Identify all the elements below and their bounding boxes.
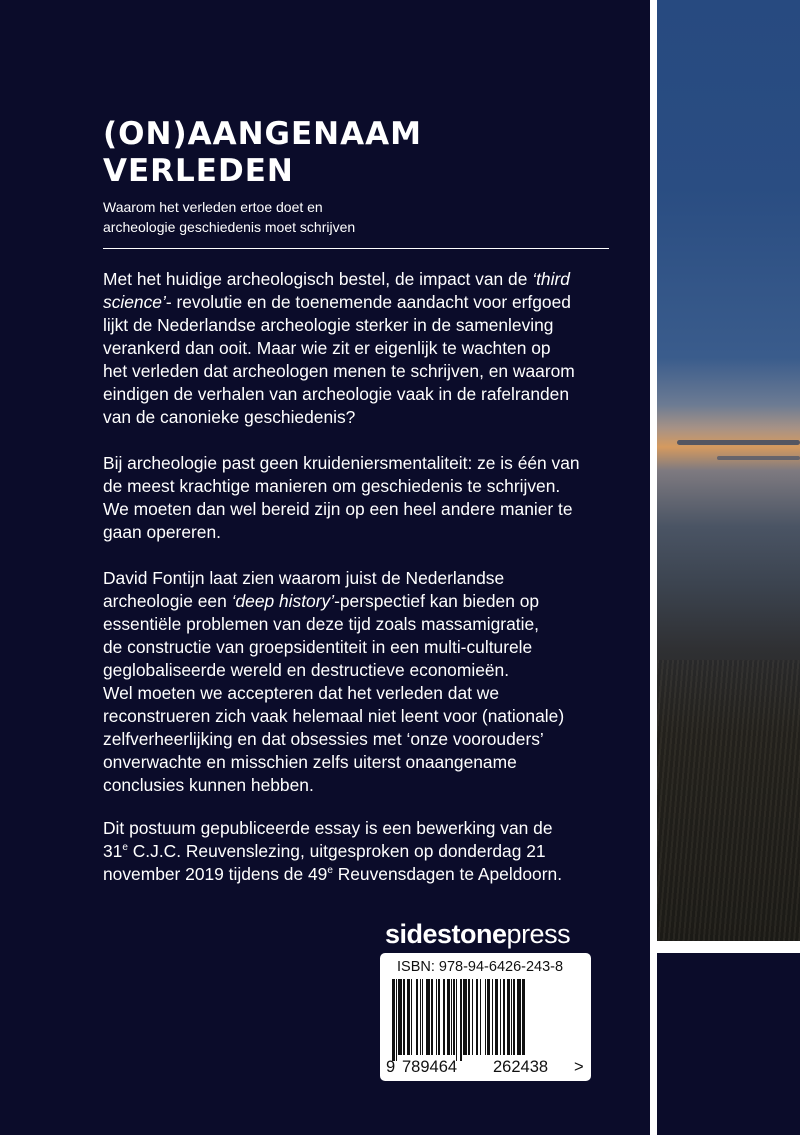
barcode-bar — [463, 979, 467, 1055]
book-subtitle — [103, 197, 523, 237]
barcode-bar — [451, 979, 452, 1055]
text-line: Bij archeologie past geen kruideniersmentaliteit: ze is één van — [103, 453, 580, 473]
text-line: Dit postuum gepubliceerde essay is een bewerking van de — [103, 818, 553, 838]
text-span: 31 — [103, 841, 123, 861]
barcode-bar — [500, 979, 501, 1055]
barcode-bar — [522, 979, 525, 1055]
barcode-digit-group: > — [574, 1058, 584, 1076]
blurb-paragraph-4 — [103, 817, 628, 886]
text-line: zelfverheerlijking en dat obsessies met ‘onze voorouders’ — [103, 729, 544, 749]
title-line: VERLEDEN — [103, 153, 294, 189]
emphasis-text: ‘third — [532, 269, 570, 289]
text-line: lijkt de Nederlandse archeologie sterker in de samenleving — [103, 315, 554, 335]
cloud-streak — [717, 456, 800, 460]
barcode-digit-group: 789464 — [402, 1058, 458, 1076]
text-line: de constructie van groepsidentiteit in een multi-culturele — [103, 637, 533, 657]
text-line: Wel moeten we accepteren dat het verleden dat we — [103, 683, 500, 703]
text-line: gaan opereren. — [103, 522, 221, 542]
publisher-name-bold: sidestone — [385, 919, 507, 949]
barcode-bar — [513, 979, 514, 1055]
barcode-bar — [507, 979, 510, 1055]
barcode-bar — [407, 979, 410, 1055]
text-span: archeologie een — [103, 591, 232, 611]
barcode-bar — [485, 979, 486, 1055]
barcode-bar — [416, 979, 419, 1055]
barcode-bar — [438, 979, 439, 1055]
barcode-bar — [476, 979, 479, 1055]
text-span: C.J.C. Reuvenslezing, uitgesproken op donderdag 21 — [127, 841, 546, 861]
text-span: Met het huidige archeologisch bestel, de impact van de — [103, 269, 533, 289]
barcode-bar — [503, 979, 504, 1055]
barcode-bar — [398, 979, 402, 1055]
text-span: Reuvensdagen te Apeldoorn. — [332, 864, 563, 884]
book-title — [103, 116, 422, 190]
isbn-barcode — [380, 953, 591, 1081]
subtitle-line: Waarom het verleden ertoe doet en — [103, 199, 323, 215]
cloud-streak — [677, 440, 800, 445]
barcode-bar — [422, 979, 423, 1055]
cover-photo-landscape — [657, 0, 800, 941]
text-line — [103, 840, 628, 863]
emphasis-text: science’ — [103, 292, 166, 312]
barcode-bar — [456, 979, 457, 1061]
text-line — [103, 863, 628, 886]
text-line: de meest krachtige manieren om geschiedenis te schrijven. — [103, 476, 561, 496]
text-line: We moeten dan wel bereid zijn op een heel andere manier te — [103, 499, 573, 519]
barcode-bar — [420, 979, 421, 1055]
barcode-bar — [426, 979, 430, 1055]
barcode-bar — [431, 979, 434, 1055]
barcode-bars — [392, 979, 579, 1061]
blurb-paragraph-3 — [103, 567, 628, 797]
dark-panel-bottom — [657, 953, 800, 1135]
text-line — [103, 291, 628, 314]
barcode-bar — [403, 979, 404, 1055]
barcode-digit-group: 262438 — [493, 1058, 549, 1076]
barcode-bar — [487, 979, 490, 1055]
text-line — [103, 268, 628, 291]
blurb-paragraph-1 — [103, 268, 628, 429]
text-line: reconstrueren zich vaak helemaal niet leent voor (nationale) — [103, 706, 565, 726]
barcode-bar — [411, 979, 412, 1055]
divider-line — [103, 248, 609, 249]
barcode-bar — [447, 979, 450, 1055]
text-line: het verleden dat archeologen menen te schrijven, en waarom — [103, 361, 575, 381]
barcode-bar — [396, 979, 397, 1061]
text-line: eindigen de verhalen van archeologie vaak in de rafelranden — [103, 384, 570, 404]
isbn-label: ISBN: 978-94-6426-243-8 — [397, 959, 564, 975]
blurb-paragraph-2 — [103, 452, 628, 544]
text-line: essentiële problemen van deze tijd zoals massamigratie, — [103, 614, 539, 634]
barcode-bar — [443, 979, 444, 1055]
text-line: onverwachte en misschien zelfs uiterst onaangename — [103, 752, 517, 772]
white-frame-horizontal — [657, 941, 800, 953]
text-span: -perspectief kan bieden op — [334, 591, 540, 611]
barcode-bar — [480, 979, 481, 1055]
barcode-bar — [472, 979, 473, 1055]
text-line: conclusies kunnen hebben. — [103, 775, 314, 795]
publisher-logo — [385, 918, 570, 950]
text-span: - revolutie en de toenemende aandacht voor erfgoed — [165, 292, 571, 312]
barcode-bar — [517, 979, 521, 1055]
text-line: verankerd dan ooit. Maar wie zit er eigenlijk te wachten op — [103, 338, 551, 358]
text-line: geglobaliseerde wereld en destructieve economieën. — [103, 660, 510, 680]
barcode-bar — [453, 979, 454, 1055]
white-frame-vertical — [650, 0, 657, 1135]
superscript: e — [327, 865, 333, 877]
barcode-bar — [436, 979, 437, 1055]
barcode-bar — [468, 979, 469, 1055]
text-span: november 2019 tijdens de 49 — [103, 864, 328, 884]
barcode-bar — [511, 979, 512, 1055]
title-line: (ON)AANGENAAM — [103, 116, 422, 152]
grass-texture — [657, 660, 800, 941]
barcode-bar — [392, 979, 395, 1061]
text-line — [103, 590, 628, 613]
emphasis-text: ‘deep history’ — [231, 591, 335, 611]
subtitle-line: archeologie geschiedenis moet schrijven — [103, 219, 356, 235]
text-line: David Fontijn laat zien waarom juist de Nederlandse — [103, 568, 505, 588]
text-line: van de canonieke geschiedenis? — [103, 407, 356, 427]
barcode-bar — [492, 979, 493, 1055]
superscript: e — [122, 842, 128, 854]
publisher-name-regular: press — [506, 919, 571, 949]
barcode-bar — [495, 979, 499, 1055]
barcode-digit-group: 9 — [386, 1058, 396, 1076]
barcode-bar — [460, 979, 463, 1061]
